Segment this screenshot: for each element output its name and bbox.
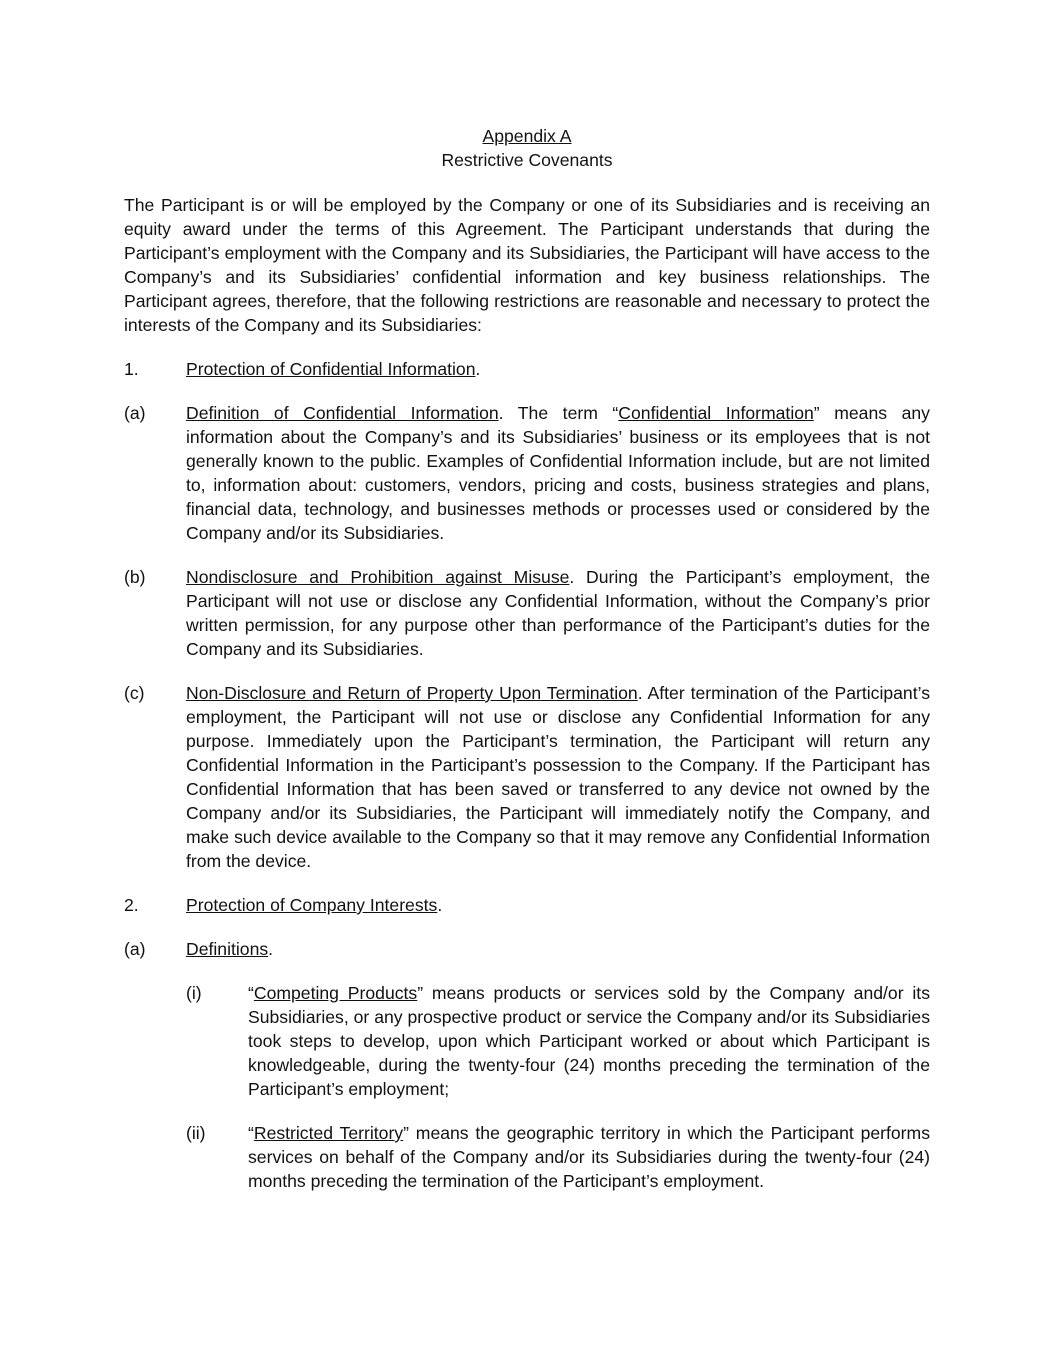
section-heading: Definitions: [186, 939, 269, 959]
section-2a-ii: [186, 1121, 930, 1193]
section-number: 2.: [124, 895, 139, 915]
section-text: . During the Participant’s employment, the Participant will not use or disclose any Confidential Information, without the Company’s prior written permission, for any purpose other than performance of the Participant’s duties for the Company and its Subsidiaries.: [186, 567, 930, 659]
section-1: [124, 357, 930, 381]
section-1a: [124, 401, 930, 545]
section-number: (a): [124, 403, 146, 423]
section-2: [124, 893, 930, 917]
section-number: (a): [124, 939, 146, 959]
document-page: [124, 124, 930, 1193]
section-heading: Protection of Company Interests: [186, 895, 438, 915]
section-number: 1.: [124, 359, 139, 379]
section-heading: Non-Disclosure and Return of Property Upon Termination: [186, 683, 638, 703]
section-number: (i): [186, 983, 202, 1003]
section-text: . After termination of the Participant’s employment, the Participant will not use or disclose any Confidential Information for any purpose. Immediately upon the Participant’s termination, the Participant will return any Confidential Information in the Participant’s possession to the Company. If the Participant has Confidential Information that has been saved or transferred to any device not owned by the Company and/or its Subsidiaries, the Participant will immediately notify the Company, and make such device available to the Company so that it may remove any Confidential Information from the device.: [186, 683, 930, 871]
section-number: (b): [124, 567, 146, 587]
defined-term: Confidential Information: [618, 403, 814, 423]
section-2a-i: [186, 981, 930, 1101]
section-number: (ii): [186, 1123, 206, 1143]
punctuation: “: [248, 983, 254, 1003]
document-title: Appendix A: [482, 126, 572, 146]
punctuation: “: [248, 1123, 254, 1143]
section-heading: Protection of Confidential Information: [186, 359, 476, 379]
section-1c: [124, 681, 930, 873]
section-number: (c): [124, 683, 145, 703]
punctuation: .: [437, 895, 443, 915]
section-text: ” means products or services sold by the Company and/or its Subsidiaries, or any prospective product or service the Company and/or its Subsidiaries took steps to develop, upon which Participant worked or about which Participant is knowledgeable, during the twenty-four (24) months preceding the termination of the Participant’s employment;: [248, 983, 930, 1099]
section-text: . The term “: [498, 403, 619, 423]
section-text: ” means the geographic territory in which the Participant performs services on behalf of the Company and/or its Subsidiaries during the twenty-four (24) months preceding the termination of the Participant’s employment.: [248, 1123, 930, 1191]
punctuation: .: [475, 359, 481, 379]
intro-paragraph: The Participant is or will be employed by the Company or one of its Subsidiaries and is receiving an equity award under the terms of this Agreement. The Participant understands that during the Participant’s employment with the Company and its Subsidiaries, the Participant will have access to the Company’s and its Subsidiaries’ confidential information and key business relationships. The Participant agrees, therefore, that the following restrictions are reasonable and necessary to protect the interests of the Company and its Subsidiaries:: [124, 195, 930, 335]
defined-term: Competing Products: [253, 983, 418, 1003]
defined-term: Restricted Territory: [253, 1123, 404, 1143]
section-text: ” means any information about the Company’s and its Subsidiaries’ business or its employees that is not generally known to the public. Examples of Confidential Information include, but are not limited to, information about: customers, vendors, pricing and costs, business strategies and plans, financial data, technology, and businesses methods or processes used or considered by the Company and/or its Subsidiaries.: [186, 403, 930, 543]
section-2a: [124, 937, 930, 961]
section-1b: [124, 565, 930, 661]
document-subtitle: Restrictive Covenants: [441, 150, 613, 170]
section-heading: Definition of Confidential Information: [186, 403, 499, 423]
section-heading: Nondisclosure and Prohibition against Misuse: [186, 567, 570, 587]
punctuation: .: [268, 939, 274, 959]
